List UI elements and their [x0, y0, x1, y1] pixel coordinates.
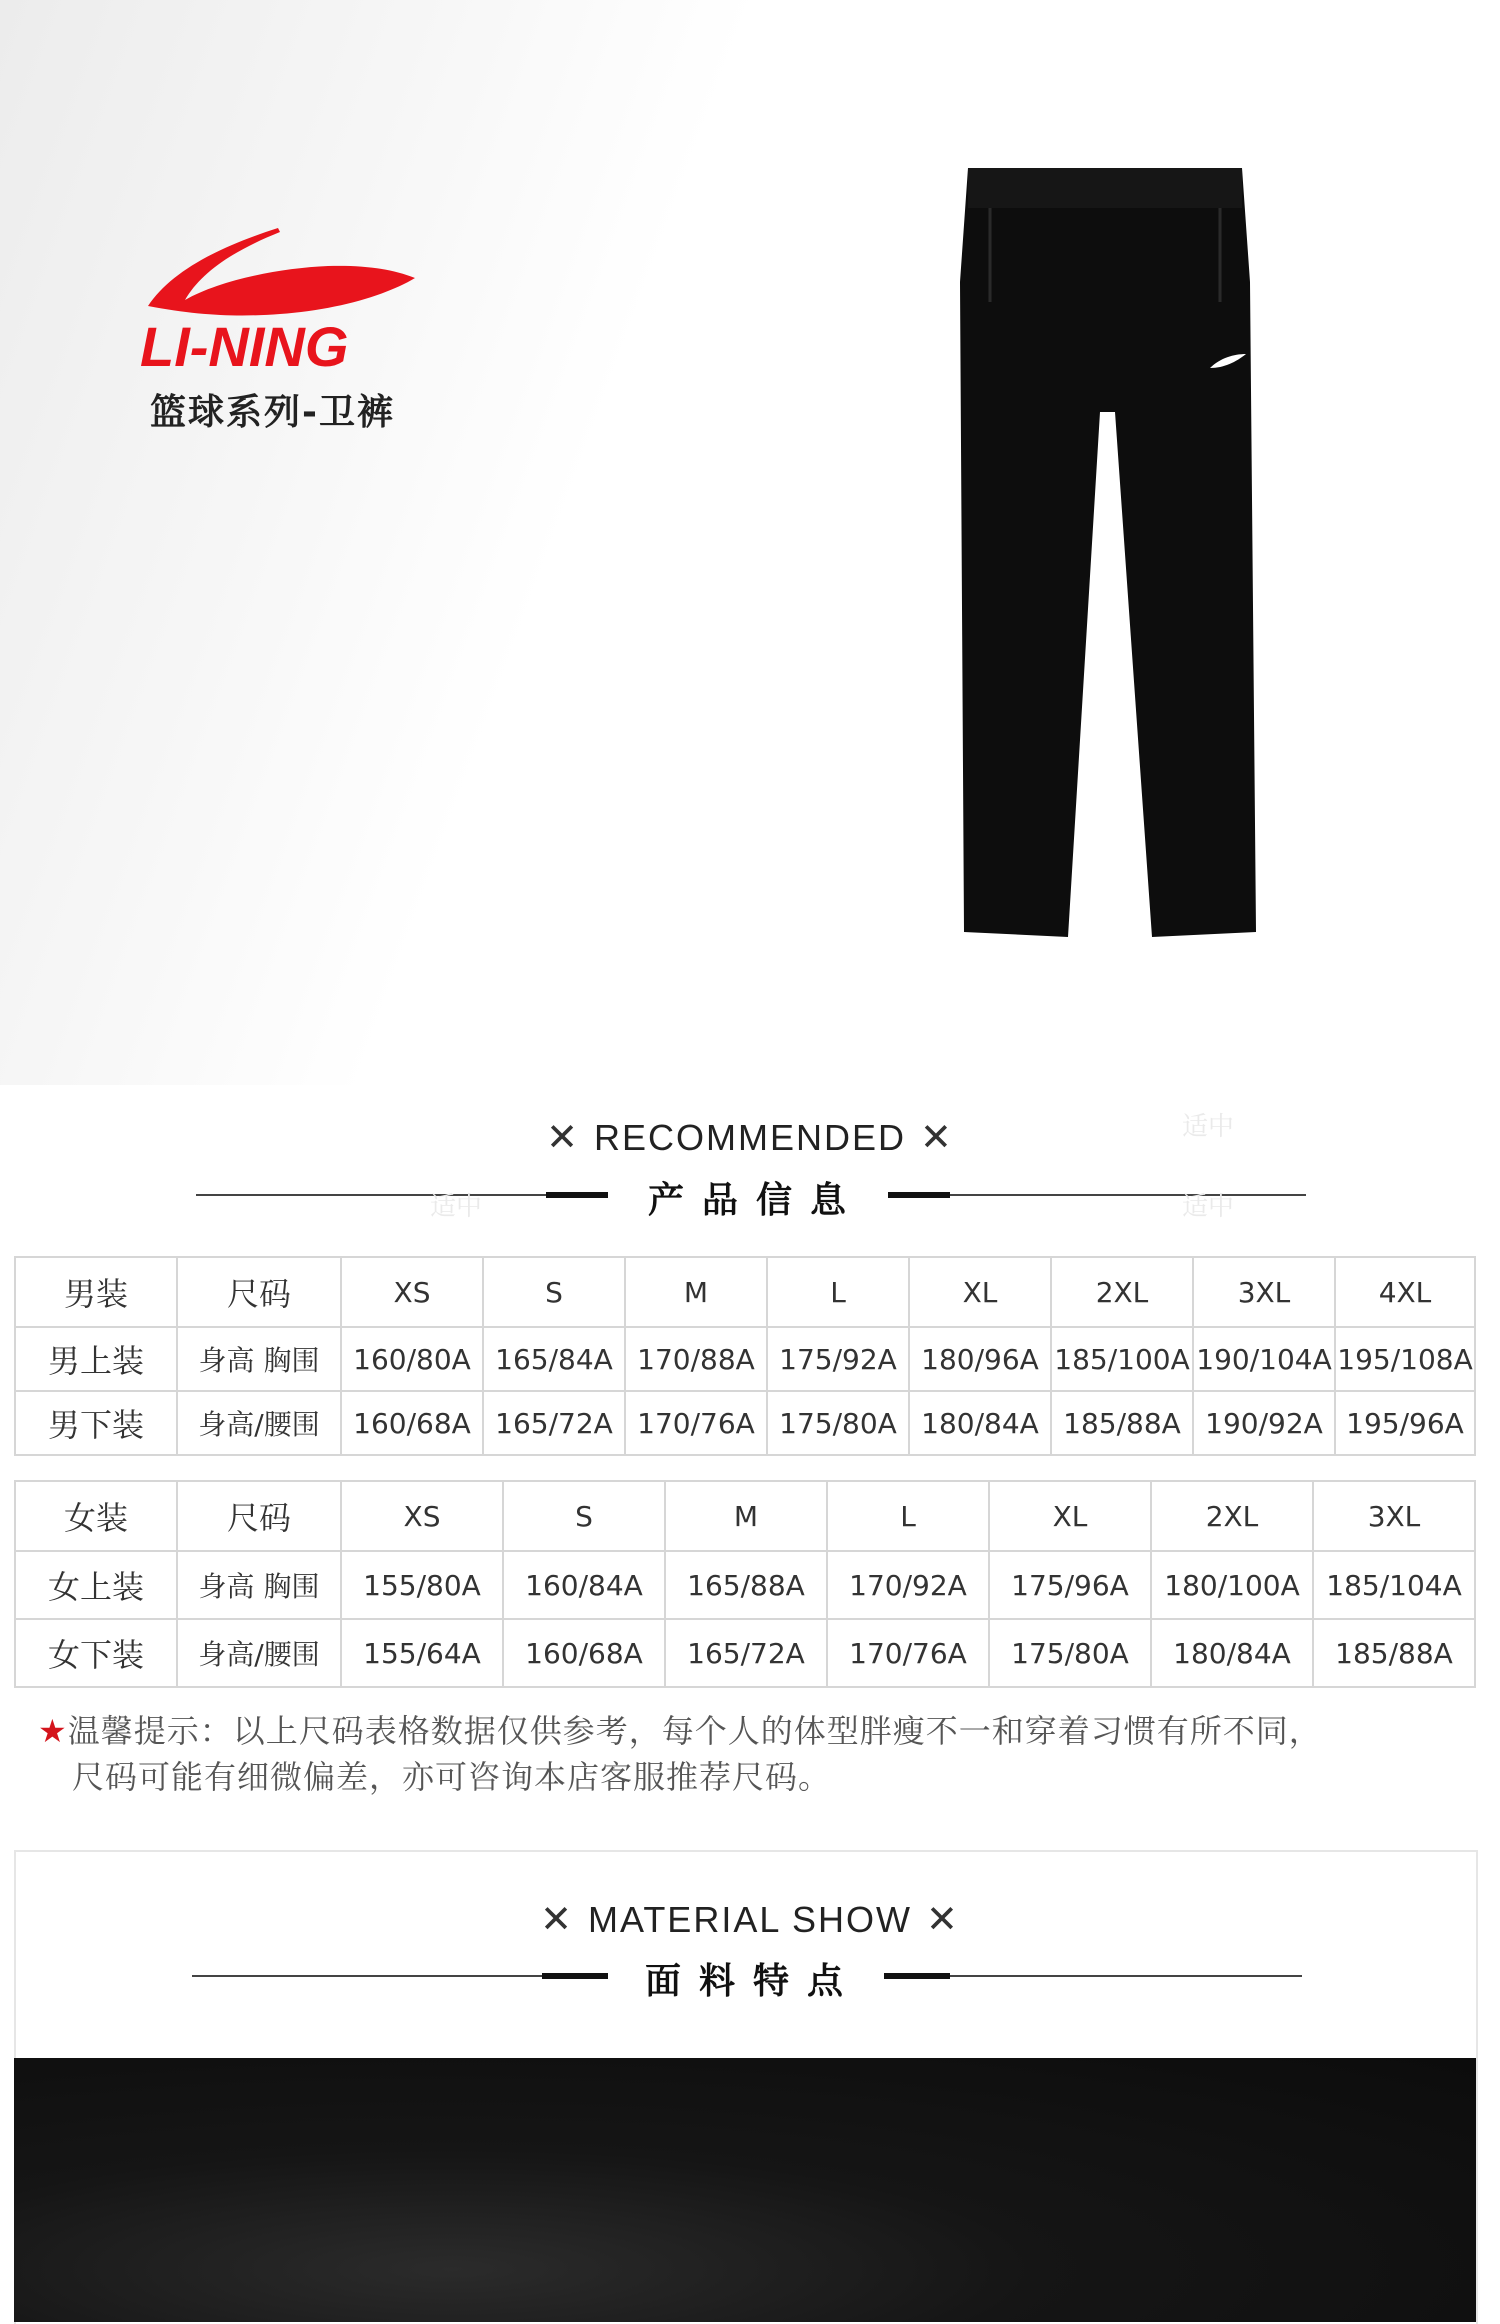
table-cell: 180/84A	[909, 1391, 1051, 1455]
table-cell: L	[767, 1257, 909, 1327]
logo-wordmark: LI-NING	[140, 315, 349, 378]
table-cell: 195/108A	[1335, 1327, 1475, 1391]
table-cell: 2XL	[1051, 1257, 1193, 1327]
close-icon: ✕	[540, 1899, 574, 1941]
pants-image	[950, 162, 1260, 942]
table-cell: 185/88A	[1313, 1619, 1475, 1687]
table-cell: 身高/腰围	[177, 1619, 341, 1687]
ghost-text: 适中	[1182, 1192, 1235, 1222]
table-cell: 3XL	[1193, 1257, 1335, 1327]
divider-line	[950, 1194, 1306, 1196]
table-cell: 男上装	[15, 1327, 177, 1391]
table-cell: 170/88A	[625, 1327, 767, 1391]
lining-logo	[130, 218, 430, 378]
table-cell: 155/80A	[341, 1551, 503, 1619]
divider-bar	[542, 1973, 608, 1979]
table-cell: 尺码	[177, 1257, 341, 1327]
size-tip	[38, 1708, 1478, 1800]
table-cell: 男下装	[15, 1391, 177, 1455]
ghost-text: 适中	[1182, 1112, 1235, 1142]
table-cell: XS	[341, 1481, 503, 1551]
table-cell: 165/88A	[665, 1551, 827, 1619]
table-cell: M	[665, 1481, 827, 1551]
close-icon: ✕	[546, 1117, 580, 1159]
divider-bar	[884, 1973, 950, 1979]
divider-bar	[888, 1192, 950, 1198]
table-cell: 2XL	[1151, 1481, 1313, 1551]
table-cell: 175/80A	[989, 1619, 1151, 1687]
table-cell: 4XL	[1335, 1257, 1475, 1327]
table-cell: 160/84A	[503, 1551, 665, 1619]
table-cell: 180/96A	[909, 1327, 1051, 1391]
women-size-table	[14, 1480, 1476, 1688]
table-cell: 180/100A	[1151, 1551, 1313, 1619]
table-cell: 185/104A	[1313, 1551, 1475, 1619]
table-cell: L	[827, 1481, 989, 1551]
table-cell: 155/64A	[341, 1619, 503, 1687]
divider-bar	[546, 1192, 608, 1198]
table-cell: 165/72A	[483, 1391, 625, 1455]
table-cell: 男装	[15, 1257, 177, 1327]
table-cell: 女下装	[15, 1619, 177, 1687]
ghost-text: 适中	[430, 1192, 483, 1222]
table-row	[15, 1619, 1475, 1687]
fabric-image	[14, 2058, 1476, 2322]
men-size-table	[14, 1256, 1476, 1456]
table-cell: M	[625, 1257, 767, 1327]
table-row	[15, 1391, 1475, 1455]
table-cell: S	[503, 1481, 665, 1551]
recommended-en: RECOMMENDED	[593, 1117, 906, 1158]
table-cell: XS	[341, 1257, 483, 1327]
table-cell: 女装	[15, 1481, 177, 1551]
table-cell: XL	[989, 1481, 1151, 1551]
table-cell: 身高 胸围	[177, 1551, 341, 1619]
table-cell: 身高/腰围	[177, 1391, 341, 1455]
table-cell: 170/92A	[827, 1551, 989, 1619]
recommended-cn: 产品信息	[648, 1180, 865, 1221]
table-header-row	[15, 1481, 1475, 1551]
table-cell: 185/88A	[1051, 1391, 1193, 1455]
hero-banner	[0, 0, 1500, 1085]
table-cell: XL	[909, 1257, 1051, 1327]
table-cell: 180/84A	[1151, 1619, 1313, 1687]
tip-line-2: 尺码可能有细微偏差，亦可咨询本店客服推荐尺码。	[72, 1758, 832, 1796]
table-row	[15, 1551, 1475, 1619]
table-cell: 尺码	[177, 1481, 341, 1551]
table-cell: 175/80A	[767, 1391, 909, 1455]
table-cell: 165/84A	[483, 1327, 625, 1391]
table-cell: 195/96A	[1335, 1391, 1475, 1455]
table-cell: 3XL	[1313, 1481, 1475, 1551]
table-cell: 160/68A	[503, 1619, 665, 1687]
table-cell: 190/104A	[1193, 1327, 1335, 1391]
table-row	[15, 1327, 1475, 1391]
divider-line	[950, 1975, 1302, 1977]
table-cell: S	[483, 1257, 625, 1327]
material-en: MATERIAL SHOW	[587, 1899, 913, 1940]
divider-line	[192, 1975, 542, 1977]
material-cn: 面料特点	[645, 1961, 862, 2002]
divider-line	[196, 1194, 546, 1196]
star-icon: ★	[38, 1712, 68, 1750]
close-icon: ✕	[920, 1117, 954, 1159]
table-cell: 160/80A	[341, 1327, 483, 1391]
table-cell: 175/92A	[767, 1327, 909, 1391]
table-cell: 女上装	[15, 1551, 177, 1619]
table-cell: 160/68A	[341, 1391, 483, 1455]
table-cell: 165/72A	[665, 1619, 827, 1687]
tip-line-1: ★温馨提示：以上尺码表格数据仅供参考，每个人的体型胖瘦不一和穿着习惯有所不同，	[38, 1712, 1322, 1750]
table-cell: 170/76A	[827, 1619, 989, 1687]
material-heading	[0, 1897, 1500, 1942]
table-header-row	[15, 1257, 1475, 1327]
close-icon: ✕	[926, 1899, 960, 1941]
table-cell: 185/100A	[1051, 1327, 1193, 1391]
series-title: 篮球系列-卫裤	[150, 392, 395, 433]
table-cell: 身高 胸围	[177, 1327, 341, 1391]
recommended-heading	[0, 1115, 1500, 1160]
table-cell: 190/92A	[1193, 1391, 1335, 1455]
table-cell: 170/76A	[625, 1391, 767, 1455]
table-cell: 175/96A	[989, 1551, 1151, 1619]
